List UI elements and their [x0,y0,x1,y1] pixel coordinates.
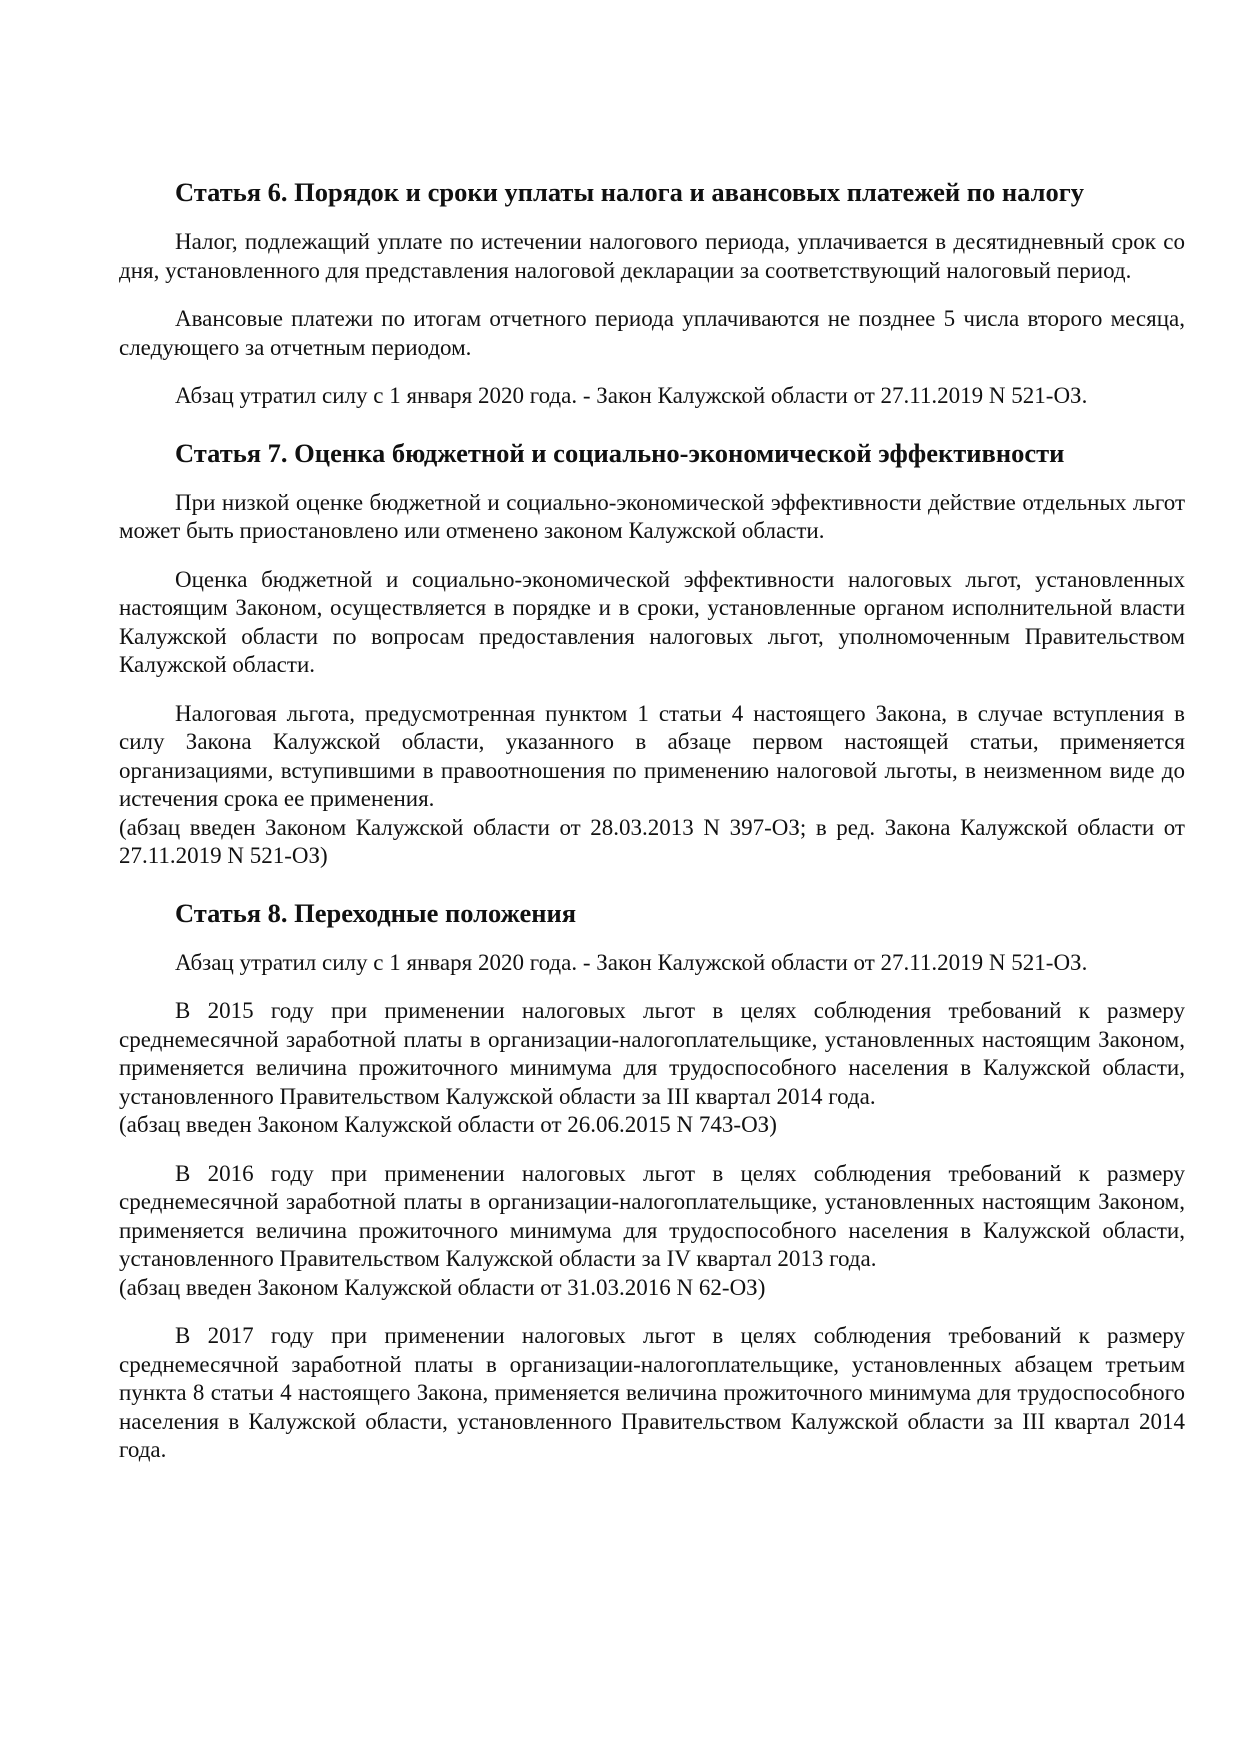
article-7-paragraph-3-note: (абзац введен Законом Калужской области от 28.03.2013 N 397-ОЗ; в ред. Закона Калужской области от 27.11.2019 N 521-ОЗ) [119,814,1185,868]
article-6-paragraph-1: Налог, подлежащий уплате по истечении налогового периода, уплачивается в десятидневный срок со дня, установленного для представления налоговой декларации за соответствующий налоговый период. [119,229,1185,283]
article-7-heading: Статья 7. Оценка бюджетной и социально-экономической эффективности [175,437,1065,468]
document-page [119,176,1185,1465]
article-8-paragraph-2-note: (абзац введен Законом Калужской области от 26.06.2015 N 743-ОЗ) [119,1112,777,1137]
article-8-paragraph-2: В 2015 году при применении налоговых льгот в целях соблюдения требований к размеру среднемесячной заработной платы в организации-налогоплательщике, установленных настоящим Законом, применяется величина прожиточного минимума для трудоспособного населения в Калужской области, установленного Правительством Калужской области за III квартал 2014 года. [119,998,1185,1109]
article-8-heading: Статья 8. Переходные положения [175,897,577,928]
article-7-paragraph-2: Оценка бюджетной и социально-экономической эффективности налоговых льгот, установленных настоящим Законом, осуществляется в порядке и в сроки, установленные органом исполнительной власти Калужской области по вопросам предоставления налоговых льгот, уполномоченным Правительством Калужской области. [119,566,1185,677]
article-7-paragraph-3: Налоговая льгота, предусмотренная пунктом 1 статьи 4 настоящего Закона, в случае вступления в силу Закона Калужской области, указанного в абзаце первом настоящей статьи, применяется организациями, вступившими в правоотношения по применению налоговой льготы, в неизменном виде до истечения срока ее применения. [119,700,1185,811]
article-6-paragraph-2: Авансовые платежи по итогам отчетного периода уплачиваются не позднее 5 числа второго месяца, следующего за отчетным периодом. [119,306,1185,360]
article-8-paragraph-1: Абзац утратил силу с 1 января 2020 года. - Закон Калужской области от 27.11.2019 N 521-ОЗ. [175,949,1088,975]
article-8-paragraph-3: В 2016 году при применении налоговых льгот в целях соблюдения требований к размеру среднемесячной заработной платы в организации-налогоплательщике, установленных настоящим Законом, применяется величина прожиточного минимума для трудоспособного населения в Калужской области, установленного Правительством Калужской области за IV квартал 2013 года. [119,1160,1185,1271]
article-6-heading: Статья 6. Порядок и сроки уплаты налога и авансовых платежей по налогу [175,177,1085,207]
article-6-paragraph-3: Абзац утратил силу с 1 января 2020 года. - Закон Калужской области от 27.11.2019 N 521-ОЗ. [175,383,1088,408]
article-7-paragraph-1: При низкой оценке бюджетной и социально-экономической эффективности действие отдельных льгот может быть приостановлено или отменено законом Калужской области. [119,489,1185,543]
article-8-paragraph-4: В 2017 году при применении налоговых льгот в целях соблюдения требований к размеру среднемесячной заработной платы в организации-налогоплательщике, установленных абзацем третьим пункта 8 статьи 4 настоящего Закона, применяется величина прожиточного минимума для трудоспособного населения в Калужской области, установленного Правительством Калужской области за III квартал 2014 года. [119,1323,1185,1462]
article-8-paragraph-3-note: (абзац введен Законом Калужской области от 31.03.2016 N 62-ОЗ) [119,1274,766,1300]
